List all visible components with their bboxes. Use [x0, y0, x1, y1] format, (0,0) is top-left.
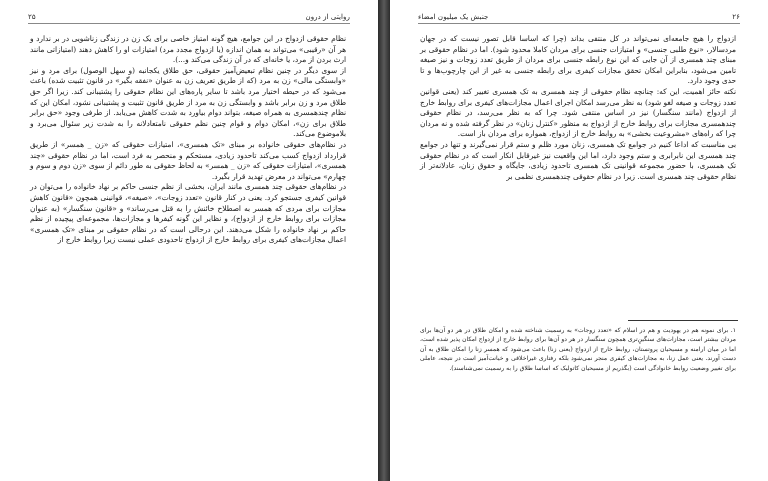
right-page-number: ۲۶: [732, 12, 740, 21]
left-page: [0, 0, 378, 481]
left-running-title: روایتی از درون: [305, 12, 350, 21]
left-page-header: [28, 12, 350, 24]
paragraph: از سوی دیگر در چنین نظام تبعیض‌آمیز حقوقی، حق طلاق یکجانبه (و سهل الوصول) برای مرد و نیز «وابستگی مالی» زن به مرد (که از طریق تعریف زن به عنوان «نفقه بگیر» در قانون تثبیت شده) باعث می‌شود که در حیطه اختیار مرد باشد تا سایر پاره‌های این نظام حقوقی را پشتیبانی کند. زیرا اگر حق طلاق مرد و زن برابر باشد و وابستگی زن به مرد از طریق قانون تثبیت و پشتیبانی نشود، امکان این که نظام چندهمسری به همراه صیغه، بتواند دوام بیاورد به شدت کاهش می‌یابد. از طرفی وجود «حق برابر طلاق برای زن»، امکان دوام و قوام چنین نظم حقوقی نامتعادلانه را به شدت زیر سئوال می‌برد و بلاموضوع می‌کند.: [30, 65, 346, 139]
left-page-number: ۲۵: [28, 12, 36, 21]
paragraph: نظام حقوقی ازدواج در این جوامع، هیچ گونه امتیاز خاصی برای یک زن در زندگی زناشویی در بر ندارد و هر آن «رقیبی» می‌تواند به همان اندازه (یا ازدواج مجدد مرد) امتیازات او را کاهش دهند (امتیازاتی مانند ارث بردن از مرد، یا خانه‌ای که در آن زندگی می‌کند و...).: [30, 34, 346, 65]
paragraph: در نظام‌های حقوقی چند همسری مانند ایران، بخشی از نظم جنسی حاکم بر نهاد خانواده را می‌توان در قوانین کیفری جستجو کرد. یعنی در کنار قانون «تعدد زوجات»، «صیغه»، قوانینی همچون «قانون کاهش مجازات برای مردی که همسر به اصطلاح خائنش را به قتل می‌رساند» و «قانون سنگسار» (به عنوان مجازات برای روابط خارج از ازدواج)، و نظایر این گونه کیفرها و مجازات‌ها، مجموعه‌ای پیچیده از نظم حاکم بر نهاد خانواده را شکل می‌دهند. این درحالی است که در نظام حقوقی بر مبنای «تک همسری» اعمال مجازات‌های کیفری برای روابط خارج از ازدواج تاحدودی عملی نیست زیرا روابط خارج از: [30, 182, 346, 245]
left-body-text: [30, 34, 346, 246]
paragraph: بی مناسبت که اداعا کنیم در جوامع تک همسری، زنان مورد ظلم و ستم قرار نمی‌گیرند و تنها در جوامع چند همسری این نابرابری و ستم وجود دارد، اما این واقعیت نیز غیرقابل انکار است که در نظام حقوقی تک همسری، با حضور مجموعه قوانینی تک همسری تاحدود زیادی، جایگاه و حقوق زنان، عادلانه‌تر از نظام حقوقی چند همسری است. زیرا در نظام حقوقی چندهمسری نظمی بر: [420, 139, 736, 181]
book-gutter: [378, 0, 390, 481]
footnote: ۱. برای نمونه هم در یهودیت و هم در اسلام که «تعدد زوجات» به رسمیت شناخته شده و امکان طلاق در هر دو آن‌ها برای مردان بیشتر است، مجازات‌های سنگینِ‌تری همچون سنگسار در هر دو آن‌ها برای روابط خارج از ازدواج امکان پذیر شده است، اما در میان ارامنه و مسیحیان پروتستان، روابط خارج از ازدواج (یعنی زنا) باعث می‌شود که همسر زنا را امکان طلاق به آن دست آورند. یعنی عمل زنا، به مجازات‌های کیفری منجر نمی‌شود بلکه رفتاری غیراخلاقی و خیانت‌آمیز است در نتیجه، عاملی برای تغییر وضعیت روابط خانوادگی است (بگذریم از مسیحیان کاتولیک که اساسا طلاق را به رسمیت نمی‌شناسند).: [420, 327, 736, 372]
paragraph: در نظام‌های حقوقی خانواده بر مبنای «تک همسری»، امتیازات حقوقی که «زن _ همسر» از طریق قرارداد ازدواج کسب می‌کند تاحدود زیادی، مستحکم و منحصر به فرد است، اما در نظام حقوقی «چند همسری»، امتیازات حقوقی که «زن _ همسر» به لحاظ حقوقی به طور دائم از سوی «زن دوم و سوم و چهارم» می‌تواند در معرض تهدید قرار بگیرد.: [30, 139, 346, 181]
right-running-title: جنبش یک میلیون امضاء: [418, 12, 489, 21]
right-page: [390, 0, 768, 481]
paragraph: نکته حائز اهمیت، این که: چنانچه نظام حقوقی از چند همسری به تک همسری تغییر کند (یعنی قوانین تعدد زوجات و صیغه لغو شود) به نظر می‌رسد امکان اجرای اعمال مجازات‌های کیفری برای روابط خارج از ازدواج (مانند سنگسار) نیز در اساس منتفی شود. چرا که به نظر می‌رسد، در نظام حقوقی چندهمسری مجازات برای روابط خارج از ازدواج به منظور «کنترل زنان» در نظر گرفته شده و نه مردان چرا که راه‌های «مشروعیت بخشی» به روابط خارج از ازدواج، همواره برای مردان باز است.: [420, 86, 736, 139]
right-body-text: [420, 34, 736, 182]
right-page-header: [418, 12, 740, 24]
footnote-divider: [628, 320, 738, 321]
paragraph: ازدواج را هیچ جامعه‌ای نمی‌تواند در کل منتفی بداند (چرا که اساسا قابل تصور نیست که در جهان مردسالار، «نوع طلبی جنسی» و امتیازات جنسی برای مردان کاملا محدود شود). اما در نظام حقوقی بر مبنای چند همسری از آن جایی که این نوع رابطه جنسی برای مردان از طریق تعدد زوجات و نیز صیغه تامین می‌شود، بنابراین امکان تحقق مجازات کیفری برای رابطه جنسی به غیر از این چارچوب‌ها و تا حدی وجود دارد.: [420, 34, 736, 86]
